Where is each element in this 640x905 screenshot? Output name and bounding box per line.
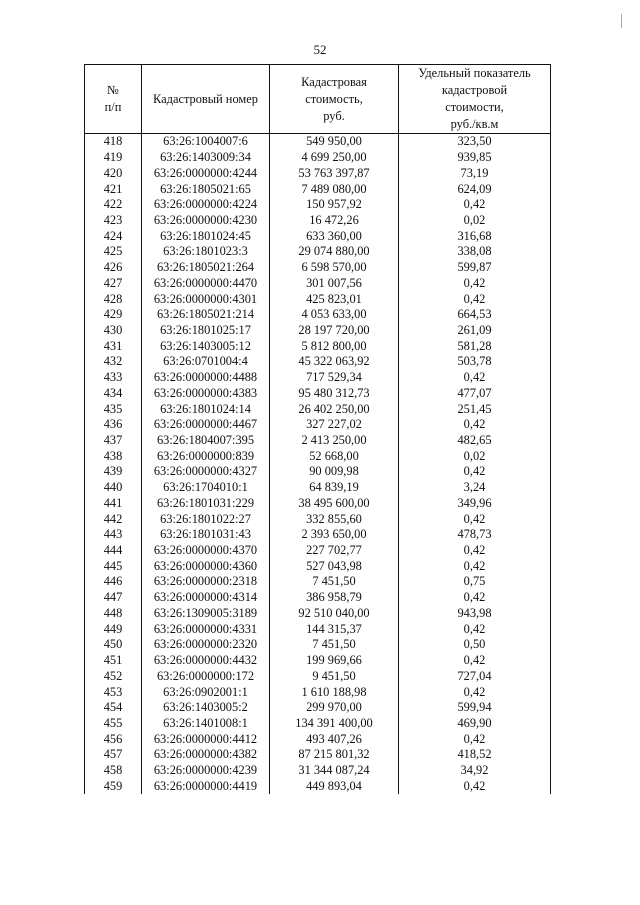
cadastral-cost-cell: 299 970,00 [270,700,399,716]
header-specific-indicator-line-3: стоимости, [445,100,504,114]
table-row [85,448,551,464]
row-number-cell: 448 [85,606,142,622]
row-number-cell: 445 [85,558,142,574]
row-number-cell: 418 [85,134,142,150]
cadastral-number-cell: 63:26:0000000:2318 [142,574,270,590]
specific-indicator-cell: 0,42 [399,558,551,574]
cadastral-number-cell: 63:26:1805021:264 [142,260,270,276]
row-number-cell: 451 [85,653,142,669]
cadastral-number-cell: 63:26:1801025:17 [142,323,270,339]
header-cadastral-cost-line-3: руб. [323,108,345,123]
row-number-cell: 442 [85,511,142,527]
specific-indicator-cell: 478,73 [399,527,551,543]
table-row [85,668,551,684]
cadastral-cost-cell: 9 451,50 [270,668,399,684]
table-row [85,275,551,291]
cadastral-cost-cell: 16 472,26 [270,213,399,229]
cadastral-number-cell: 63:26:0000000:4244 [142,165,270,181]
cadastral-number-cell: 63:26:0000000:172 [142,668,270,684]
specific-indicator-cell: 0,42 [399,197,551,213]
specific-indicator-cell: 469,90 [399,716,551,732]
specific-indicator-cell: 664,53 [399,307,551,323]
cadastral-number-cell: 63:26:1801031:229 [142,496,270,512]
table-row [85,291,551,307]
cadastral-cost-cell: 150 957,92 [270,197,399,213]
cadastral-number-cell: 63:26:1801024:14 [142,401,270,417]
cadastral-cost-cell: 2 393 650,00 [270,527,399,543]
row-number-cell: 427 [85,275,142,291]
specific-indicator-cell: 0,02 [399,448,551,464]
specific-indicator-cell: 599,87 [399,260,551,276]
specific-indicator-cell: 0,75 [399,574,551,590]
cadastral-cost-cell: 717 529,34 [270,370,399,386]
row-number-cell: 437 [85,433,142,449]
specific-indicator-cell: 939,85 [399,150,551,166]
table-row [85,228,551,244]
table-row [85,480,551,496]
specific-indicator-cell: 0,42 [399,275,551,291]
row-number-cell: 456 [85,731,142,747]
specific-indicator-cell: 0,42 [399,417,551,433]
row-number-cell: 439 [85,464,142,480]
cadastral-number-cell: 63:26:0000000:4370 [142,543,270,559]
row-number-cell: 420 [85,165,142,181]
header-cadastral-cost-line-2: стоимость, [305,91,363,106]
row-number-cell: 458 [85,763,142,779]
specific-indicator-cell: 0,42 [399,731,551,747]
specific-indicator-cell: 0,42 [399,543,551,559]
cadastral-cost-cell: 449 893,04 [270,778,399,794]
cadastral-cost-cell: 45 322 063,92 [270,354,399,370]
header-row-number-line-1: № [107,83,119,97]
row-number-cell: 434 [85,386,142,402]
table-row [85,370,551,386]
row-number-cell: 446 [85,574,142,590]
table-row [85,197,551,213]
specific-indicator-cell: 323,50 [399,134,551,150]
cadastral-cost-cell: 28 197 720,00 [270,323,399,339]
specific-indicator-cell: 316,68 [399,228,551,244]
cadastral-cost-cell: 29 074 880,00 [270,244,399,260]
specific-indicator-cell: 0,50 [399,637,551,653]
cadastral-cost-cell: 549 950,00 [270,134,399,150]
row-number-cell: 430 [85,323,142,339]
table-row [85,417,551,433]
cadastral-cost-cell: 2 413 250,00 [270,433,399,449]
row-number-cell: 457 [85,747,142,763]
row-number-cell: 424 [85,228,142,244]
table-row [85,590,551,606]
table-row [85,731,551,747]
cadastral-number-cell: 63:26:0000000:4470 [142,275,270,291]
header-cadastral-cost-line-1: Кадастровая [301,74,367,89]
table-row [85,778,551,794]
cadastral-cost-cell: 7 489 080,00 [270,181,399,197]
cadastral-number-cell: 63:26:0000000:4467 [142,417,270,433]
cadastral-cost-cell: 53 763 397,87 [270,165,399,181]
header-cadastral-cost [270,65,399,134]
table-row [85,684,551,700]
specific-indicator-cell: 34,92 [399,763,551,779]
specific-indicator-cell: 0,42 [399,778,551,794]
row-number-cell: 425 [85,244,142,260]
table-row [85,307,551,323]
table-row [85,606,551,622]
cadastral-cost-cell: 90 009,98 [270,464,399,480]
cadastral-number-cell: 63:26:0000000:4327 [142,464,270,480]
cadastral-cost-cell: 64 839,19 [270,480,399,496]
row-number-cell: 438 [85,448,142,464]
table-row [85,213,551,229]
cadastral-cost-cell: 92 510 040,00 [270,606,399,622]
header-specific-indicator-line-2: кадастровой [441,83,508,97]
header-cadastral-number-line-1: Кадастровый номер [153,91,258,106]
table-body [85,134,551,795]
cadastral-number-cell: 63:26:0000000:4488 [142,370,270,386]
cadastral-number-cell: 63:26:0000000:4432 [142,653,270,669]
cadastral-number-cell: 63:26:0000000:4301 [142,291,270,307]
cadastral-number-cell: 63:26:1704010:1 [142,480,270,496]
row-number-cell: 421 [85,181,142,197]
cadastral-cost-cell: 26 402 250,00 [270,401,399,417]
cadastral-cost-cell: 386 958,79 [270,590,399,606]
specific-indicator-cell: 0,42 [399,590,551,606]
table-row [85,543,551,559]
table-row [85,244,551,260]
table-row [85,464,551,480]
cadastral-cost-cell: 1 610 188,98 [270,684,399,700]
header-row-number [85,65,142,134]
specific-indicator-cell: 0,42 [399,653,551,669]
specific-indicator-cell: 477,07 [399,386,551,402]
specific-indicator-cell: 0,42 [399,684,551,700]
cadastral-cost-cell: 38 495 600,00 [270,496,399,512]
specific-indicator-cell: 482,65 [399,433,551,449]
header-specific-indicator-line-1: Удельный показатель [418,66,531,80]
table-row [85,574,551,590]
cadastral-number-cell: 63:26:0000000:2320 [142,637,270,653]
row-number-cell: 444 [85,543,142,559]
header-cadastral-number [142,65,270,134]
cadastral-cost-cell: 87 215 801,32 [270,747,399,763]
table-row [85,338,551,354]
row-number-cell: 419 [85,150,142,166]
table-row [85,496,551,512]
cadastral-cost-cell: 425 823,01 [270,291,399,307]
table-row [85,433,551,449]
table-row [85,354,551,370]
cadastral-number-cell: 63:26:1403005:12 [142,338,270,354]
cadastral-number-cell: 63:26:1801022:27 [142,511,270,527]
specific-indicator-cell: 251,45 [399,401,551,417]
row-number-cell: 449 [85,621,142,637]
specific-indicator-cell: 727,04 [399,668,551,684]
row-number-cell: 436 [85,417,142,433]
specific-indicator-cell: 349,96 [399,496,551,512]
table-row [85,700,551,716]
cadastral-number-cell: 63:26:1805021:65 [142,181,270,197]
table-row [85,401,551,417]
cadastral-value-table [84,64,551,794]
cadastral-cost-cell: 227 702,77 [270,543,399,559]
cadastral-cost-cell: 4 053 633,00 [270,307,399,323]
cadastral-cost-cell: 52 668,00 [270,448,399,464]
scan-edge-mark [621,14,626,28]
cadastral-number-cell: 63:26:0000000:839 [142,448,270,464]
row-number-cell: 450 [85,637,142,653]
cadastral-cost-cell: 5 812 800,00 [270,338,399,354]
cadastral-cost-cell: 144 315,37 [270,621,399,637]
cadastral-cost-cell: 7 451,50 [270,637,399,653]
row-number-cell: 441 [85,496,142,512]
specific-indicator-cell: 0,42 [399,621,551,637]
cadastral-number-cell: 63:26:1801031:43 [142,527,270,543]
specific-indicator-cell: 3,24 [399,480,551,496]
specific-indicator-cell: 581,28 [399,338,551,354]
row-number-cell: 431 [85,338,142,354]
page-number: 52 [313,42,327,57]
table-row [85,637,551,653]
specific-indicator-cell: 0,02 [399,213,551,229]
cadastral-cost-cell: 633 360,00 [270,228,399,244]
cadastral-number-cell: 63:26:1801024:45 [142,228,270,244]
specific-indicator-cell: 0,42 [399,291,551,307]
table-row [85,527,551,543]
cadastral-number-cell: 63:26:0000000:4360 [142,558,270,574]
row-number-cell: 429 [85,307,142,323]
cadastral-cost-cell: 7 451,50 [270,574,399,590]
row-number-cell: 426 [85,260,142,276]
row-number-cell: 453 [85,684,142,700]
row-number-cell: 435 [85,401,142,417]
cadastral-cost-cell: 493 407,26 [270,731,399,747]
header-specific-indicator [399,65,551,134]
header-row-number-line-2: п/п [104,100,122,114]
cadastral-cost-cell: 4 699 250,00 [270,150,399,166]
cadastral-number-cell: 63:26:1403005:2 [142,700,270,716]
cadastral-cost-cell: 332 855,60 [270,511,399,527]
cadastral-number-cell: 63:26:0000000:4239 [142,763,270,779]
row-number-cell: 422 [85,197,142,213]
specific-indicator-cell: 599,94 [399,700,551,716]
specific-indicator-cell: 503,78 [399,354,551,370]
table-row [85,621,551,637]
specific-indicator-cell: 0,42 [399,511,551,527]
specific-indicator-cell: 261,09 [399,323,551,339]
cadastral-cost-cell: 31 344 087,24 [270,763,399,779]
table-row [85,134,551,150]
cadastral-number-cell: 63:26:0000000:4382 [142,747,270,763]
cadastral-number-cell: 63:26:0902001:1 [142,684,270,700]
row-number-cell: 443 [85,527,142,543]
cadastral-number-cell: 63:26:1805021:214 [142,307,270,323]
specific-indicator-cell: 624,09 [399,181,551,197]
cadastral-cost-cell: 527 043,98 [270,558,399,574]
row-number-cell: 447 [85,590,142,606]
header-specific-indicator-line-4: руб./кв.м [450,117,499,131]
specific-indicator-cell: 0,42 [399,370,551,386]
cadastral-number-cell: 63:26:1804007:395 [142,433,270,449]
cadastral-number-cell: 63:26:0000000:4230 [142,213,270,229]
table-row [85,323,551,339]
cadastral-number-cell: 63:26:1801023:3 [142,244,270,260]
cadastral-number-cell: 63:26:0000000:4419 [142,778,270,794]
cadastral-cost-cell: 301 007,56 [270,275,399,291]
cadastral-cost-cell: 95 480 312,73 [270,386,399,402]
cadastral-number-cell: 63:26:0000000:4412 [142,731,270,747]
row-number-cell: 455 [85,716,142,732]
cadastral-cost-cell: 327 227,02 [270,417,399,433]
table-row [85,511,551,527]
table-row [85,260,551,276]
specific-indicator-cell: 943,98 [399,606,551,622]
row-number-cell: 440 [85,480,142,496]
table-row [85,653,551,669]
table-row [85,150,551,166]
table-row [85,763,551,779]
row-number-cell: 452 [85,668,142,684]
row-number-cell: 454 [85,700,142,716]
specific-indicator-cell: 0,42 [399,464,551,480]
table-row [85,716,551,732]
cadastral-number-cell: 63:26:1004007:6 [142,134,270,150]
cadastral-cost-cell: 199 969,66 [270,653,399,669]
table-row [85,181,551,197]
cadastral-number-cell: 63:26:0701004:4 [142,354,270,370]
row-number-cell: 428 [85,291,142,307]
table-row [85,747,551,763]
cadastral-number-cell: 63:26:0000000:4383 [142,386,270,402]
specific-indicator-cell: 338,08 [399,244,551,260]
row-number-cell: 433 [85,370,142,386]
table-row [85,558,551,574]
specific-indicator-cell: 73,19 [399,165,551,181]
cadastral-number-cell: 63:26:1403009:34 [142,150,270,166]
row-number-cell: 423 [85,213,142,229]
table-row [85,386,551,402]
row-number-cell: 432 [85,354,142,370]
row-number-cell: 459 [85,778,142,794]
cadastral-number-cell: 63:26:0000000:4314 [142,590,270,606]
table-row [85,165,551,181]
cadastral-cost-cell: 134 391 400,00 [270,716,399,732]
specific-indicator-cell: 418,52 [399,747,551,763]
cadastral-number-cell: 63:26:1401008:1 [142,716,270,732]
table-header-row [85,65,551,134]
cadastral-cost-cell: 6 598 570,00 [270,260,399,276]
cadastral-number-cell: 63:26:1309005:3189 [142,606,270,622]
cadastral-number-cell: 63:26:0000000:4331 [142,621,270,637]
cadastral-number-cell: 63:26:0000000:4224 [142,197,270,213]
